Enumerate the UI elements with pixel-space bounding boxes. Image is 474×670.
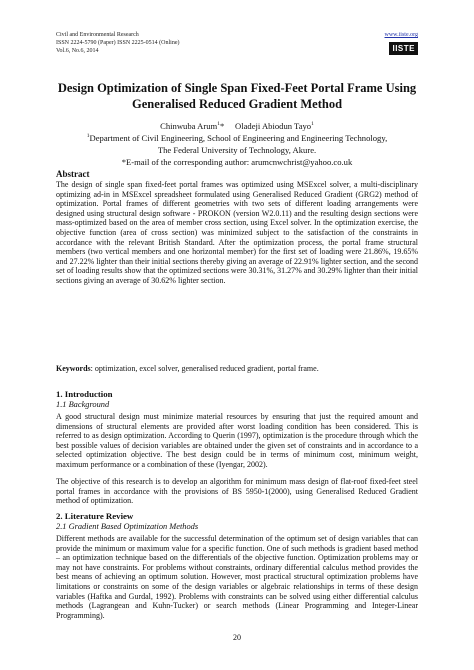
affiliation-line-2: The Federal University of Technology, Akure. <box>157 144 317 155</box>
corresponding-mark: * <box>219 120 225 131</box>
section-1-paragraph-1: A good structural design must minimize material resources by ensuring that just the required amount and dimensions of structural elements are provided after worst loading condition has been considered. This is referred to as design optimization. According to Querin (1997), optimization is the procedure through which the best possible values of decision variables are obtained under the given set of constraints and in accordance to a selected optimization objective. The best design could be in terms of minimum cost, minimum weight, maximum performance or a combination of these (Iyengar, 2002). <box>56 412 418 469</box>
journal-header-right <box>385 31 419 55</box>
paper-title: Design Optimization of Single Span Fixed-Feet Portal Frame Using Generalised Reduced Gradient Method <box>57 81 417 111</box>
affiliation-line-1: $^1$Department of Civil Engineering, School of Engineering and Engineering Technology, <box>86 132 388 143</box>
section-2-paragraph-1: Different methods are available for the successful determination of the optimum set of design variables that can provide the minimum or maximum value for a specific function. One of such methods is gradient based method – an optimization technique based on the differentials of the objective function. Optimization problems may or may not have constraints. For problems without constraints, ordinary differential calculus method provides the best means of achieving an optimum solution. However, most practical structural optimization problems have limitations or constraints on some of the design variables or algebraic relationships in terms of these design variables (Haftka and Gurdal, 1992). Problems with constraints can be solved using either differential calculus methods (Lagrangean and Kuhn-Tucker) or search methods (Linear Programming and Integer-Linear Programming). <box>56 534 418 620</box>
journal-issn: ISSN 2224-5790 (Paper) ISSN 2225-0514 (Online) <box>56 40 180 47</box>
corresponding-email: *E-mail of the corresponding author: arumcnwchrist@yahoo.co.uk <box>121 156 353 167</box>
author-1: Chinwuba Arum <box>160 120 218 131</box>
keywords <box>56 364 418 374</box>
affiliation-sup: 1 <box>86 133 90 139</box>
iiste-logo: IISTE <box>389 42 418 55</box>
abstract-text: The design of single span fixed-feet portal frames was optimized using MSExcel solver, a multi-disciplinary optimizing ad-in in MSExcel spreadsheet formulated using Generalised Reduced Gradient (GRG2) method of optimization. Portal frames of different geometries with two sets of different loading arrangements were designed using structural design software - PROKON (version W2.0.11) and the resulting design sections were mass-optimized based on the area of member cross section, using Excel solver. In the optimization exercise, the objective function (area of cross section) was minimized subject to the satisfaction of the constraints in accordance with the relevant British Standard. After the optimization process, the portal frame structural members (two vertical members and one horizontal member) for the first set of loading were 21.86%, 19.65% and 27.22% lighter than their initial sections thereby giving an average of 22.91% lighter section, and the second set of loading results show that the optimized sections were 30.31%, 31.27% and 30.29% lighter than their initial sections giving an average of 30.62% lighter section. <box>56 180 418 285</box>
affiliation-block <box>56 130 418 168</box>
section-1-paragraph-2: The objective of this research is to develop an algorithm for minimum mass design of flat-roof fixed-feet steel portal frames in accordance with the provisions of BS 5950-1(2000), using Generalised Reduced Gradient method of optimization. <box>56 477 418 506</box>
section-2-heading: 2. Literature Review <box>56 511 134 521</box>
subsection-2-1-heading: 2.1 Gradient Based Optimization Methods <box>56 522 199 531</box>
keywords-label: Keywords <box>56 364 91 373</box>
abstract-heading: Abstract <box>56 169 90 179</box>
journal-name: Civil and Environmental Research <box>56 32 139 38</box>
journal-header <box>56 31 180 56</box>
section-1-heading: 1. Introduction <box>56 389 113 399</box>
journal-volume: Vol.6, No.6, 2014 <box>56 48 99 55</box>
author-2: Oladeji Abiodun Tayo <box>235 120 312 131</box>
author-1-affil: 1 <box>217 121 220 127</box>
subsection-1-1-heading: 1.1 Background <box>56 400 110 409</box>
author-2-affil: 1 <box>311 121 314 127</box>
keywords-text: : optimization, excel solver, generalised reduced gradient, portal frame. <box>90 364 319 373</box>
journal-url-link[interactable]: www.iiste.org <box>384 32 418 38</box>
page-number: 20 <box>233 633 241 642</box>
